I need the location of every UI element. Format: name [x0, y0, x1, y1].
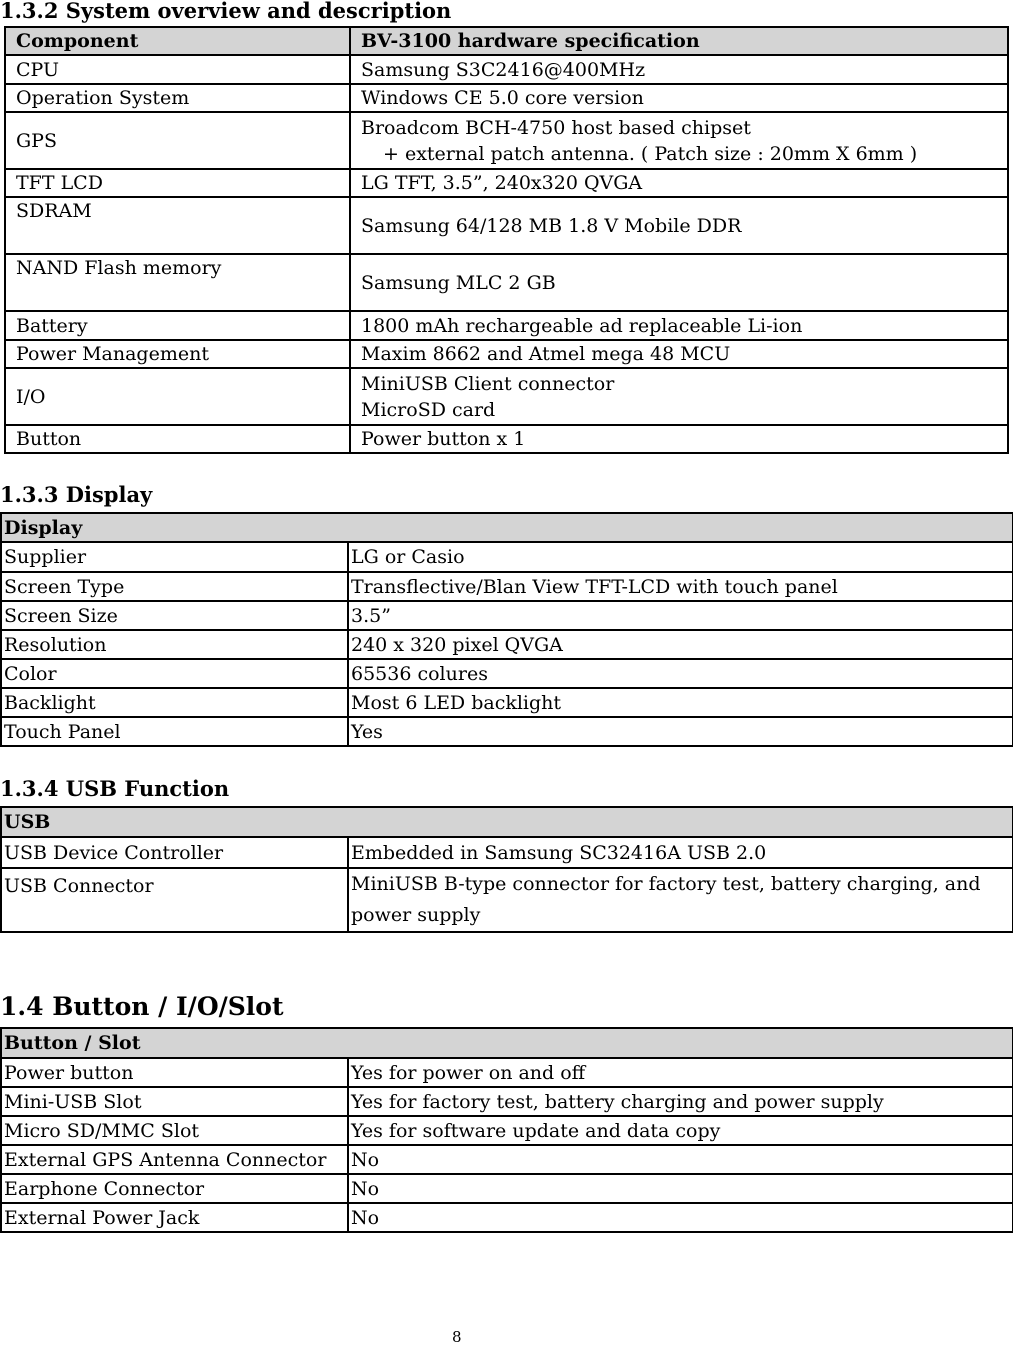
spec-cell: Windows CE 5.0 core version: [350, 84, 1008, 112]
value-cell: Yes for factory test, battery charging and power supply: [348, 1087, 1013, 1116]
table-row: [1, 1116, 1013, 1145]
label-cell: Micro SD/MMC Slot: [1, 1116, 348, 1145]
display-table: [0, 512, 1013, 747]
system-overview-table: [4, 26, 1009, 454]
value-cell: 65536 colures: [348, 659, 1013, 688]
value-cell: No: [348, 1145, 1013, 1174]
table-row: [5, 254, 1008, 311]
value-line: power supply: [351, 904, 481, 926]
spec-cell: LG TFT, 3.5”, 240x320 QVGA: [350, 169, 1008, 197]
table-header-row: [1, 807, 1013, 837]
table-row: [5, 425, 1008, 453]
table-row: [5, 368, 1008, 425]
component-cell: Power Management: [5, 340, 350, 368]
table-row: [5, 112, 1008, 169]
component-cell: I/O: [5, 368, 350, 425]
table-row: [1, 542, 1013, 572]
value-cell: Yes for software update and data copy: [348, 1116, 1013, 1145]
table-row: [1, 572, 1013, 601]
spec-cell: 1800 mAh rechargeable ad replaceable Li-ion: [350, 311, 1008, 340]
table-row: [1, 717, 1013, 746]
component-cell: Operation System: [5, 84, 350, 112]
table-row: [1, 1087, 1013, 1116]
value-cell: Embedded in Samsung SC32416A USB 2.0: [348, 837, 1013, 868]
value-cell: No: [348, 1174, 1013, 1203]
value-cell: Yes: [348, 717, 1013, 746]
value-cell: Most 6 LED backlight: [348, 688, 1013, 717]
label-cell: Screen Size: [1, 601, 348, 630]
table-row: [1, 1145, 1013, 1174]
value-cell: Transflective/Blan View TFT-LCD with touch panel: [348, 572, 1013, 601]
table-row: [1, 688, 1013, 717]
table-header-row: [1, 1028, 1013, 1058]
label-cell: Supplier: [1, 542, 348, 572]
spec-cell: Samsung MLC 2 GB: [350, 254, 1008, 311]
spec-line: MicroSD card: [361, 398, 496, 421]
spec-cell: Power button x 1: [350, 425, 1008, 453]
component-cell: Battery: [5, 311, 350, 340]
spec-cell: Samsung S3C2416@400MHz: [350, 55, 1008, 84]
header-cell: USB: [1, 807, 1013, 837]
table-row: [1, 601, 1013, 630]
section-title-system-overview: 1.3.2 System overview and description: [0, 0, 452, 23]
table-row: [1, 630, 1013, 659]
value-cell: LG or Casio: [348, 542, 1013, 572]
table-row: [1, 1058, 1013, 1087]
label-cell: External GPS Antenna Connector: [1, 1145, 348, 1174]
spec-cell: Maxim 8662 and Atmel mega 48 MCU: [350, 340, 1008, 368]
spec-cell: [350, 112, 1008, 169]
label-cell: Earphone Connector: [1, 1174, 348, 1203]
table-row: [5, 84, 1008, 112]
component-cell: SDRAM: [5, 197, 350, 254]
label-cell: Mini-USB Slot: [1, 1087, 348, 1116]
table-header-row: [5, 27, 1008, 55]
component-cell: CPU: [5, 55, 350, 84]
value-cell: No: [348, 1203, 1013, 1232]
table-header-row: [1, 513, 1013, 542]
label-cell: Power button: [1, 1058, 348, 1087]
table-row: [1, 659, 1013, 688]
label-cell: USB Connector: [1, 868, 348, 932]
table-row: [5, 197, 1008, 254]
value-cell: Yes for power on and off: [348, 1058, 1013, 1087]
table-row: [5, 169, 1008, 197]
header-cell: BV-3100 hardware specification: [350, 27, 1008, 55]
component-cell: GPS: [5, 112, 350, 169]
value-cell: [348, 868, 1013, 932]
spec-line: Broadcom BCH-4750 host based chipset: [361, 116, 751, 139]
label-cell: External Power Jack: [1, 1203, 348, 1232]
value-cell: 240 x 320 pixel QVGA: [348, 630, 1013, 659]
header-cell: Button / Slot: [1, 1028, 1013, 1058]
label-cell: Resolution: [1, 630, 348, 659]
page-number: 8: [452, 1328, 462, 1346]
header-cell: Component: [5, 27, 350, 55]
table-row: [1, 1174, 1013, 1203]
section-title-button-io-slot: 1.4 Button / I/O/Slot: [0, 992, 284, 1021]
spec-cell: [350, 368, 1008, 425]
button-slot-table: [0, 1027, 1013, 1233]
component-cell: NAND Flash memory: [5, 254, 350, 311]
value-line: MiniUSB B-type connector for factory test, battery charging, and: [351, 873, 981, 895]
label-cell: Touch Panel: [1, 717, 348, 746]
label-cell: Color: [1, 659, 348, 688]
component-cell: TFT LCD: [5, 169, 350, 197]
table-row: [5, 55, 1008, 84]
table-row: [1, 837, 1013, 868]
label-cell: Backlight: [1, 688, 348, 717]
value-cell: 3.5”: [348, 601, 1013, 630]
spec-cell: Samsung 64/128 MB 1.8 V Mobile DDR: [350, 197, 1008, 254]
usb-table: [0, 806, 1013, 933]
table-row: [1, 1203, 1013, 1232]
label-cell: USB Device Controller: [1, 837, 348, 868]
table-row: [5, 311, 1008, 340]
section-title-usb-function: 1.3.4 USB Function: [0, 776, 230, 801]
component-cell: Button: [5, 425, 350, 453]
section-title-display: 1.3.3 Display: [0, 482, 153, 507]
spec-line: + external patch antenna. ( Patch size : 20mm X 6mm ): [383, 142, 918, 165]
spec-line: MiniUSB Client connector: [361, 372, 615, 395]
table-row: [1, 868, 1013, 932]
label-cell: Screen Type: [1, 572, 348, 601]
table-row: [5, 340, 1008, 368]
header-cell: Display: [1, 513, 1013, 542]
